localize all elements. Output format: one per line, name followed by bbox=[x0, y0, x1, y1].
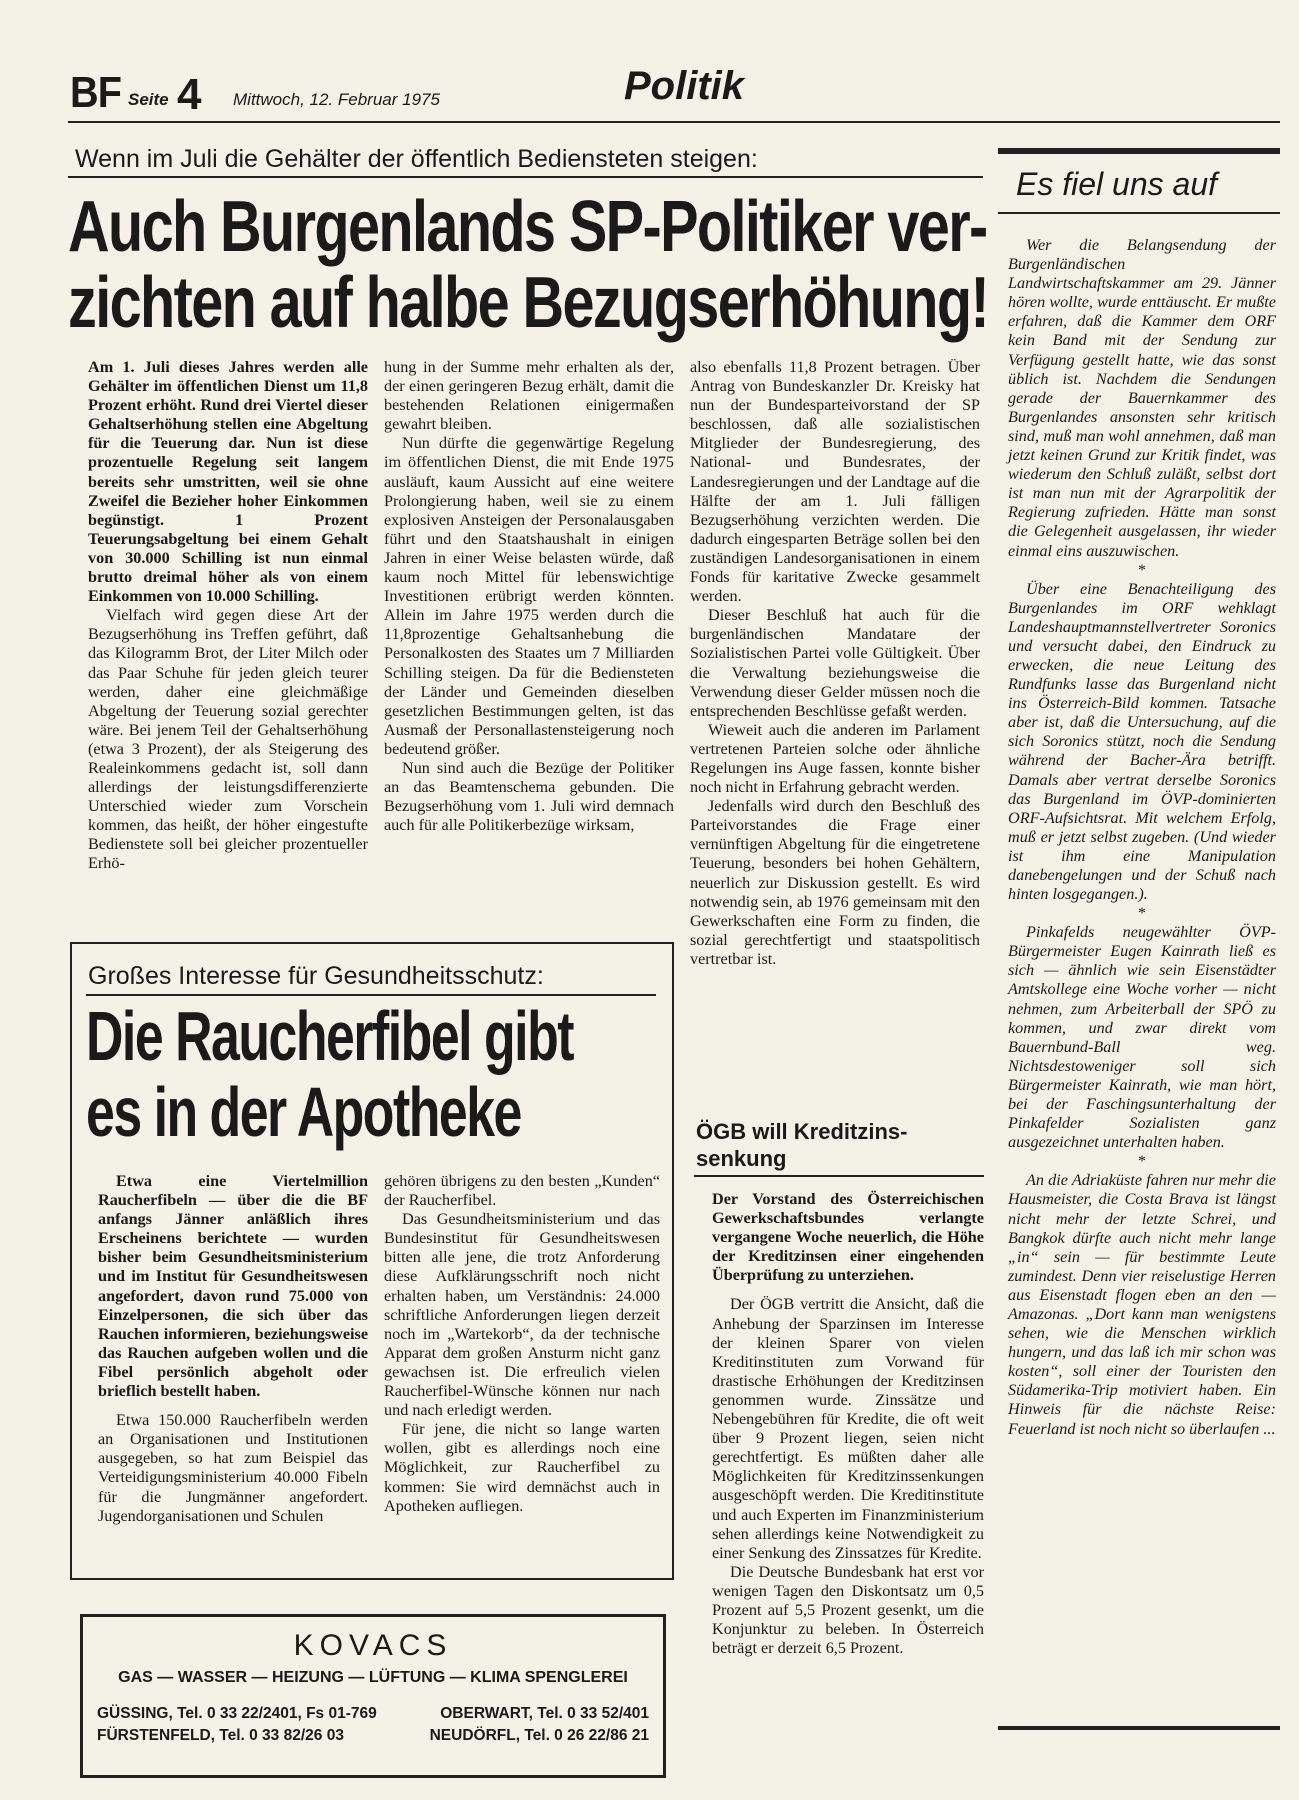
page-label: Seite bbox=[128, 90, 169, 109]
sidebar-separator-star: * bbox=[1138, 905, 1146, 923]
ad-services: GAS — WASSER — HEIZUNG — LÜFTUNG — KLIMA SPENGLEREI bbox=[118, 1669, 628, 1686]
main-column-3 bbox=[690, 358, 980, 969]
main-headline-line2: zichten auf halbe Bezugserhöhung! bbox=[68, 263, 989, 343]
main-col2-paragraph-3: Nun sind auch die Bezüge der Politiker an das Beamtenschema gebunden. Die Bezugserhöhung vom 1. Juli wird demnach auch für alle Politikerbezüge wirksam, bbox=[384, 758, 674, 835]
ad-address-oberwart: OBERWART, Tel. 0 33 52/401 bbox=[440, 1705, 649, 1722]
sidebar-title-rule bbox=[998, 212, 1280, 214]
masthead-rule bbox=[68, 121, 1280, 123]
raucher-headline-line2: es in der Apotheke bbox=[86, 1073, 521, 1151]
sidebar-bottom-rule bbox=[998, 1726, 1280, 1730]
main-col2-paragraph-2: Nun dürfte die gegenwärtige Regelung im öffentlichen Dienst, die mit Ende 1975 ausläuft, kaum Aussicht auf eine weitere Prolongierung haben, weil sie zu einem explosiven Ansteigen der Personalausgaben führt und den Staatshaushalt in einigen Jahren in einer Weise belasten würde, daß kaum noch Mittel für lebenswichtige Investitionen erübrigt werden könnten. Allein im Jahre 1975 werden durch die 11,8prozentige Gehaltsanhebung die Personalkosten des Staates um 7 Milliarden Schilling steigen. Da für die Bediensteten der Länder und Gemeinden dieselben gesetzlichen Bestimmungen gelten, ist das Ausmaß der Personallastensteigerung noch bedeutend größer. bbox=[384, 434, 674, 758]
raucher-kicker-rule bbox=[86, 994, 656, 996]
raucher-column-1 bbox=[98, 1172, 368, 1526]
ad-address-fuerstenfeld: FÜRSTENFELD, Tel. 0 33 82/26 03 bbox=[97, 1727, 344, 1744]
ad-company-name: KOVACS bbox=[293, 1629, 453, 1662]
main-col3-paragraph-3: Wieweit auch die anderen im Parlament vertretenen Parteien solche oder ähnliche Regelungen ins Auge fassen, konnte bisher noch nicht in Erfahrung gebracht werden. bbox=[690, 720, 980, 797]
main-column-2 bbox=[384, 358, 674, 835]
ogb-headline-rule bbox=[694, 1175, 984, 1177]
sidebar-column bbox=[1008, 236, 1276, 1439]
main-column-1 bbox=[88, 358, 368, 874]
raucher-headline-line1: Die Raucherfibel gibt bbox=[86, 997, 574, 1075]
ad-address-guessing: GÜSSING, Tel. 0 33 22/2401, Fs 01-769 bbox=[97, 1705, 377, 1722]
main-col3-paragraph-1: also ebenfalls 11,8 Prozent betragen. Über Antrag von Bundeskanzler Dr. Kreisky hat nun der Bundesparteivorstand der SP beschlossen, daß alle sozialistischen Mitglieder der Bundesregierung, des National- und Bundesrates, der Landesregierungen und der Landtage auf die Hälfte der am 1. Juli fälligen Bezugserhöhung verzichten werden. Die dadurch eingesparten Beträge sollen bei den zuständigen Landesorganisationen in einem Fonds für karitative Zwecke gesammelt werden. bbox=[690, 358, 980, 606]
raucher-lead: Etwa eine Viertelmillion Raucherfibeln — über die die BF anfangs Jänner anläßlich ihres Erscheinens berichtete — wurden bisher beim Gesundheitsministerium und im Institut für Gesundheitswesen angefordert, davon rund 75.000 von Einzelpersonen, die sich über das Rauchen informieren, beziehungsweise das Rauchen aufgeben wollen und die Fibel persönlich abgeholt oder brieflich bestellt haben. bbox=[98, 1172, 368, 1401]
ogb-paragraph-2: Der ÖGB vertritt die Ansicht, daß die Anhebung der Sparzinsen im Interesse der kleinen Sparer von vielen Kreditinstituten zum Vorwand für drastische Erhöhungen der Kreditzinsen genommen wurde. Zinssätze und Nebengebühren für Kredite, die oft weit über 9 Prozent liegen, seien nicht gerechtfertigt. Es müßten daher alle Möglichkeiten für Kreditzinssenkungen ausgeschöpft werden. Die Kreditinstitute und auch Experten im Finanzministerium sehen allerdings keine Notwendigkeit zu einer Senkung des Zinssatzes für Kredite. bbox=[712, 1295, 984, 1562]
main-kicker: Wenn im Juli die Gehälter der öffentlich Bediensteten steigen: bbox=[75, 145, 758, 173]
ogb-headline-line2: senkung bbox=[696, 1146, 787, 1171]
main-col3-paragraph-4: Jedenfalls wird durch den Beschluß des Parteivorstandes die Frage einer vernünftigen Abgeltung für die eingetretene Teuerung, besonders bei hohen Gehältern, neuerlich zur Diskussion gestellt. Es wird notwendig sein, ab 1976 gemeinsam mit den Gewerkschaften eine Form zu finden, die sozial gerechtfertigt und staatspolitisch vertretbar ist. bbox=[690, 797, 980, 968]
kovacs-advertisement bbox=[80, 1614, 666, 1778]
sidebar-item-1: Wer die Belangsendung der Burgenländischen Landwirtschaftskammer am 29. Jänner hören wollte, wurde enttäuscht. Er mußte erfahren, daß die Kammer dem ORF kein Band mit der Sendung zur Verfügung gestellt hatte, wie das sonst üblich ist. Nachdem die Sendungen gerade der Bauernkammer des Burgenlandes ansonsten sehr kritisch sind, muß man wohl annehmen, daß man jetzt keinen Grund zur Kritik findet, was wiederum den Schluß zuläßt, selbst dort ist man nun mit der Agrarpolitik der Regierung zufrieden. Hätte man sonst die Gelegenheit ausgelassen, ihr wieder einmal eins auszuwischen. bbox=[1008, 236, 1276, 560]
ogb-headline-line1: ÖGB will Kreditzins- bbox=[696, 1119, 908, 1144]
ad-address-neudoerfl: NEUDÖRFL, Tel. 0 26 22/86 21 bbox=[429, 1727, 649, 1744]
main-col3-paragraph-2: Dieser Beschluß hat auch für die burgenländischen Mandatare der Sozialistischen Partei volle Gültigkeit. Über die Verwaltung beziehungsweise die Verwendung dieser Gelder müssen noch die entsprechenden Beschlüsse gefaßt werden. bbox=[690, 606, 980, 720]
kicker-rule bbox=[68, 176, 983, 178]
section-title: Politik bbox=[624, 64, 745, 108]
masthead-brand: BF bbox=[70, 68, 121, 117]
raucher-kicker: Großes Interesse für Gesundheitsschutz: bbox=[88, 962, 544, 990]
sidebar-item-4: An die Adriaküste fahren nur mehr die Hausmeister, die Costa Brava ist längst nicht mehr der letzte Schrei, und Bangkok dürfte auch nicht mehr lange „in“ sein — für bestimmte Leute zumindest. Denn vier reiselustige Herren aus Eisenstadt flogen eben an den — Amazonas. „Dort kann man wenigstens sehen, wie die Menschen wirklich hungern, und das laß ich mir schon was kosten“, soll einer der Touristen den Südamerika-Trip motiviert haben. Ein Hinweis für die nächste Reise: Feuerland ist noch nicht so überlaufen ... bbox=[1008, 1171, 1276, 1438]
ogb-lead: Der Vorstand des Österreichischen Gewerkschaftsbundes verlangte vergangene Woche neuerlich, die Höhe der Kreditzinsen einer eingehenden Überprüfung zu unterziehen. bbox=[712, 1190, 984, 1285]
sidebar-item-2: Über eine Benachteiligung des Burgenlandes im ORF wehklagt Landeshauptmannstellvertreter Soronics und versucht dabei, den Eindruck zu erwecken, die neue Leitung des Rundfunks lasse das Burgenland nicht ins Österreich-Bild kommen. Tatsache aber ist, daß die Untersuchung, auf die sich Soronics stützt, noch die Sendung während der Bacher-Ära betrifft. Damals aber vertrat derselbe Soronics das Burgenland im ÖVP-dominierten ORF-Aufsichtsrat. Mit welchem Erfolg, muß er jetzt selbst zugeben. (Und wieder ist ihm eine Manipulation danebengelungen und der Schuß nach hinten losgegangen.). bbox=[1008, 579, 1276, 904]
ad-address-row-2 bbox=[83, 1727, 663, 1745]
main-col1-paragraph: Vielfach wird gegen diese Art der Bezugserhöhung ins Treffen geführt, daß das Kilogramm Brot, der Liter Milch oder das Paar Schuhe für jeden gleich teurer werden, daher eine gleichmäßige Abgeltung der Teuerung sozial gerechter wäre. Bei jenem Teil der Gehaltserhöhung (etwa 3 Prozent), der als Steigerung des Realeinkommens gedacht ist, soll dann allerdings der leistungsdifferenzierte Unterschied wieder zum Vorschein kommen, das heißt, der höher eingestufte Bedienstete soll bei gleicher prozentueller Erhö- bbox=[88, 606, 368, 873]
raucher-column-2 bbox=[384, 1172, 660, 1516]
sidebar-top-rule bbox=[998, 148, 1280, 154]
main-headline-line1: Auch Burgenlands SP-Politiker ver- bbox=[68, 187, 987, 267]
raucher-col1-paragraph: Etwa 150.000 Raucherfibeln werden an Organisationen und Institutionen ausgegeben, so hat zum Beispiel das Verteidigungsministerium 40.000 Fibeln für die Jungmänner angefordert. Jugendorganisationen und Schulen bbox=[98, 1411, 368, 1525]
main-col2-paragraph-1: hung in der Summe mehr erhalten als der, der einen geringeren Bezug erhält, damit die bestehenden Relationen einigermaßen gewahrt bleiben. bbox=[384, 358, 674, 434]
ogb-headline bbox=[696, 1118, 907, 1172]
sidebar-title: Es fiel uns auf bbox=[1016, 166, 1217, 202]
page-number: 4 bbox=[177, 70, 202, 119]
sidebar-item-3: Pinkafelds neugewählter ÖVP-Bürgermeister Eugen Kainrath ließ es sich — ähnlich wie sein Eisenstädter Amtskollege eine Woche vorher — nicht nehmen, zum Arbeiterball der SPÖ zu kommen, und zwar direkt vom Bauernbund-Ball weg. Nichtsdestoweniger soll sich Bürgermeister Kainrath, wie man hört, bei der Faschingsunterhaltung der Pinkafelder Sozialisten ganz ausgezeichnet unterhalten haben. bbox=[1008, 923, 1276, 1152]
ad-address-row-1 bbox=[83, 1705, 663, 1723]
ogb-paragraph-3: Die Deutsche Bundesbank hat erst vor wenigen Tagen den Diskontsatz um 0,5 Prozent auf 5,5 Prozent gesenkt, um die Konjunktur zu beleben. In Österreich beträgt er derzeit 6,5 Prozent. bbox=[712, 1562, 984, 1658]
ogb-column bbox=[712, 1190, 984, 1658]
main-lead: Am 1. Juli dieses Jahres werden alle Gehälter im öffentlichen Dienst um 11,8 Prozent erhöht. Rund drei Viertel dieser Gehaltserhöhung stellen eine Abgeltung für die Teuerung dar. Nun ist diese prozentuelle Regelung seit langem bereits sehr umstritten, weil sie ohne Zweifel die Bezieher hoher Einkommen begünstigt. 1 Prozent Teuerungsabgeltung bei einem Gehalt von 30.000 Schilling ist nun einmal brutto dreimal höher als von einem Einkommen von 10.000 Schilling. bbox=[88, 358, 368, 606]
raucher-col2-paragraph-3: Für jene, die nicht so lange warten wollen, gibt es allerdings noch eine Möglichkeit, zur Raucherfibel zu kommen: Sie wird demnächst auch in Apotheken aufliegen. bbox=[384, 1420, 660, 1515]
raucher-col2-paragraph-1: gehören übrigens zu den besten „Kunden“ der Raucherfibel. bbox=[384, 1172, 660, 1210]
sidebar-separator-star: * bbox=[1138, 1153, 1146, 1171]
issue-date: Mittwoch, 12. Februar 1975 bbox=[233, 90, 440, 109]
raucher-col2-paragraph-2: Das Gesundheitsministerium und das Bundesinstitut für Gesundheitswesen bitten alle jene, die trotz Anforderung diese Aufklärungsschrift noch nicht erhalten haben, um Verständnis: 24.000 schriftliche Anforderungen liegen derzeit noch im „Wartekorb“, da der technische Apparat dem großen Ansturm nicht ganz gewachsen ist. Die erfreulich vielen Raucherfibel-Wünsche können nur nach und nach erledigt werden. bbox=[384, 1210, 660, 1420]
sidebar-separator-star: * bbox=[1138, 561, 1146, 579]
